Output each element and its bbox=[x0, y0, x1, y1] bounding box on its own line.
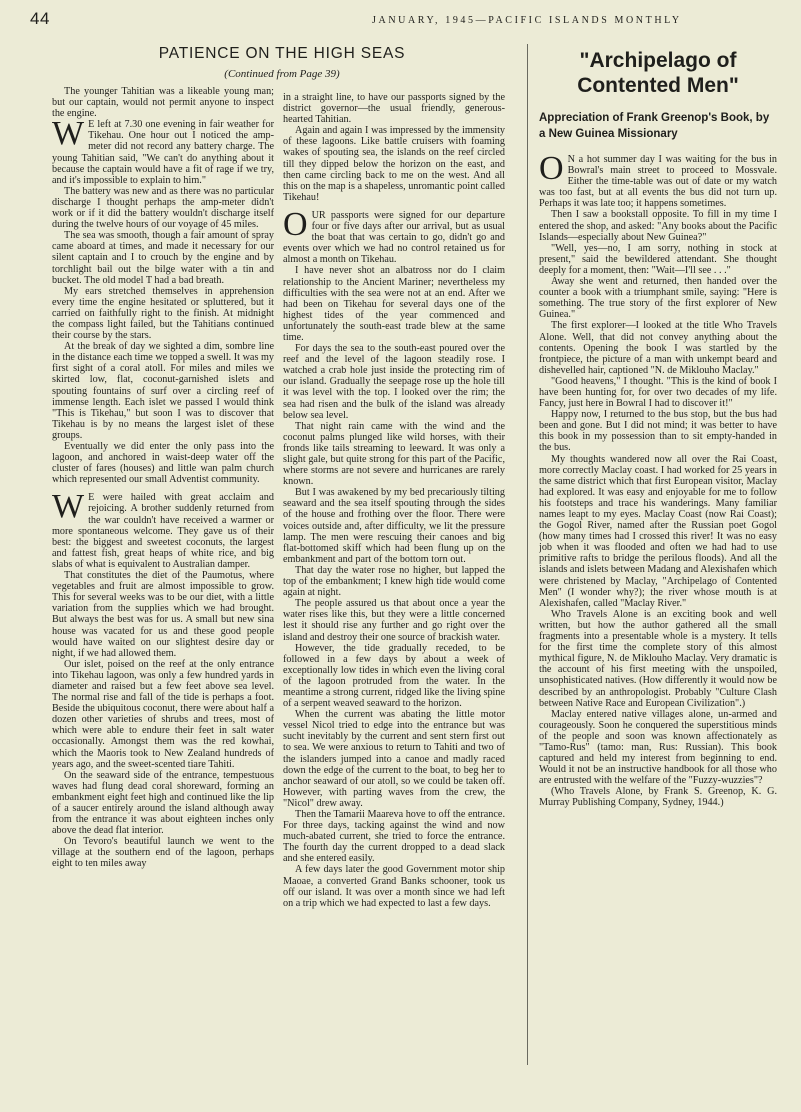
paragraph: The people assured us that about once a year the water rises like this, but they were a little concerned lest it should rise any further and go right over the island and destroy their one source of brackish water. bbox=[283, 598, 505, 643]
drop-cap: O bbox=[539, 150, 564, 187]
paragraph: The younger Tahitian was a likeable young man; but our captain, would not permit anyone to inspect the engine. bbox=[52, 86, 274, 120]
paragraph: That day the water rose no higher, but lapped the top of the embankment; I knew high tide would come again at night. bbox=[283, 564, 505, 599]
paragraph: When the current was abating the little motor vessel Nicol tried to edge into the entrance but was sucht inevitably by the current and sent stern first out to sea. We were anxious to return to Tahiti and two of the islanders jumped into a canoe and madly raced down the edge of the current to the boat, to beg her to anchor seaward of our atoll, so we could be taken off. However, with parting waves from the crew, the "Nicol" drew away. bbox=[283, 709, 505, 809]
paragraph: Maclay entered native villages alone, un-armed and courageously. Soon he conquered the superstitious minds of the people and soon was known affectionately as "Tamo-Rus" (tamo: man, Rus: Russian). This book captured and held my interest from beginning to end. Would it not be an instructive handbook for all those who are entrusted with the welfare of the "Fuzzy-wuzzies"? bbox=[539, 708, 777, 787]
column-1 bbox=[52, 44, 274, 1064]
paragraph: Happy now, I returned to the bus stop, but the bus had been and gone. But I did not mind; it was better to have this book in my possession than to sit empty-handed in the bus. bbox=[539, 409, 777, 454]
paragraph: The sea was smooth, though a fair amount of spray came aboard at times, and made it necessary for our silent captain and I to crouch by the engine and by torchlight bail out the bilge water with a tin and bucket. The old model T had a bad breath. bbox=[52, 230, 274, 286]
article-headline: PATIENCE ON THE HIGH SEAS bbox=[158, 45, 406, 62]
paragraph: I have never shot an albatross nor do I claim relationship to the Ancient Mariner; nevertheless my difficulties with the sea were not at an end. After we had been on Tikehau for several days one of the highest tides of the year commenced and unfortunately the south-east trade blew at the same time. bbox=[283, 265, 505, 343]
page-number: 44 bbox=[30, 9, 50, 28]
paragraph: That constitutes the diet of the Paumotus, where vegetables and fruit are almost impossible to grow. This for several weeks was to be our diet, with a little variation from the supplies which we had brought. But always the best was for us. A small but new sina house was vacated for us and these good people would have waited on our slightest desire day or night, if we had allowed them. bbox=[52, 570, 274, 659]
paragraph: A few days later the good Government motor ship Maoae, a converted Grand Banks schooner, took us off our island. It was over a month since we had left on a trip which we had expected to last a few days. bbox=[283, 864, 505, 909]
column-2 bbox=[283, 92, 505, 1112]
paragraph-dropcap: OUR passports were signed for our departure four or five days after our arrival, but as usual the boat that was certain to go, didn't go and events over which we had no control retained us for almost a month on Tikehau. bbox=[283, 205, 505, 266]
drop-cap: O bbox=[283, 205, 308, 243]
paragraph: "Good heavens," I thought. "This is the kind of book I have been hunting for, for over two decades of my life. Fancy, just here in Bowral I had to discover it!" bbox=[539, 375, 777, 410]
paragraph: Eventually we did enter the only pass into the lagoon, and anchored in waist-deep water off the cluster of fares (houses) and little wan palm church which represented our small Adventist community. bbox=[52, 441, 274, 486]
paragraph: The battery was new and as there was no particular discharge I thought perhaps the amp-meter didn't work or if it did the battery wouldn't discharge itself during the twelve hours of our voyage of 45 miles. bbox=[52, 185, 274, 231]
paragraph: On the seaward side of the entrance, tempestuous waves had flung dead coral shoreward, forming an embankment eight feet high and continued like the lip of a saucer entirely around the island although away from the entrance it was about eighteen inches only above the dead flat interior. bbox=[52, 769, 274, 837]
paragraph: But I was awakened by my bed precariously tilting seaward and the sea itself spouting through the sides of the house and frothing over the floor. There were voices outside and, after difficulty, we lit the pressure lamp. The men were rescuing their canoes and big flat-bottomed skiff which had been flung up on the embankment and part of the bottom torn out. bbox=[283, 487, 505, 565]
paragraph: in a straight line, to have our passports signed by the district governor—the usual friendly, generous-hearted Tahitian. bbox=[283, 92, 505, 126]
paragraph: Again and again I was impressed by the immensity of these lagoons. Like battle cruisers with foaming wakes of spouting sea, the islands on the reef circled till they dipped below the horizon on the east, and then came circling back to me on the west. And all this on the map is a shapeless, unromantic point called Tikehau! bbox=[283, 125, 505, 203]
paragraph: However, the tide gradually receded, to be followed in a few days by about a week of exceptionally low tides in which even the living coral of the lagoon protruded from the water. In the meantime a strong current, ridged like the living spine of a serpent weaved seaward to the horizon. bbox=[283, 642, 505, 710]
paragraph: Our islet, poised on the reef at the only entrance into Tikehau lagoon, was only a few hundred yards in diameter and raised but a few feet above sea level. The normal rise and fall of the tide is perhaps a foot. Beside the ubiquitous coconut, there were about half a dozen other varieties of shrubs and trees, most of which were able to endure their feet in salt water occasionally. Amongst them was the red kowhai, which the Maoris took to New Zealand hundreds of years ago, and the sweet-scented tiare Tahiti. bbox=[52, 658, 274, 770]
paragraph: "Well, yes—no, I am sorry, nothing in stock at present," said the bewildered attendant. She thought deeply for a moment, then: "Wait—I'll see . . ." bbox=[539, 242, 777, 276]
paragraph: Then the Tamarii Maareva hove to off the entrance. For three days, tacking against the wind and now much-abated current, she tried to force the entrance. The fourth day the current dropped to a dead slack and she entered easily. bbox=[283, 809, 505, 865]
paragraph-dropcap: O N a hot summer day I was waiting for the bus in Bowral's main street to proceed to Mossvale. Either the time-table was out of date or my watch was too fast, but at all events the bus did not turn up. Perhaps it was late too; it happens sometimes. bbox=[539, 150, 777, 210]
paragraph: (Who Travels Alone, by Frank S. Greenop, K. G. Murray Publishing Company, Sydney, 1944.) bbox=[539, 786, 777, 809]
paragraph: At the break of day we sighted a dim, sombre line in the distance each time we topped a swell. It was my first sight of a coral atoll. For miles and miles we skirted low, flat, coconut-garnished islets and spouting fountains of surf over a circling reef of immense length. Each islet we passed I would think "This is Tikehau," but soon I was to discover that Tikehau is by no means the largest islet of these groups. bbox=[52, 341, 274, 441]
continued-note: (Continued from Page 39) bbox=[224, 68, 340, 80]
paragraph: That night rain came with the wind and the coconut palms plunged like wild horses, with their fronds like tails streaming to leeward. It was only a slight gale, but quite strong for this part of the Pacific, where storms are not severe and hurricanes are rarely known. bbox=[283, 420, 505, 488]
running-head: JANUARY, 1945—PACIFIC ISLANDS MONTHLY bbox=[372, 15, 682, 26]
drop-cap: W bbox=[52, 115, 85, 153]
paragraph-dropcap: W E left at 7.30 one evening in fair weather for Tikehau. One hour out I noticed the amp-meter did not record any battery charge. The young Tahitian said, "We can't do anything about it because the captain would have a fit of rage if we try, and it's impossible to explain to him." bbox=[52, 115, 274, 186]
article-subtitle: Appreciation of Frank Greenop's Book, by a New Guinea Missionary bbox=[539, 112, 770, 140]
paragraph: Away she went and returned, then handed over the counter a book with a triumphant smile, saying: "Here is something. The true story of the first explorer of New Guinea." bbox=[539, 276, 777, 321]
paragraph: Then I saw a bookstall opposite. To fill in my time I entered the shop, and asked: "Any books about the Pacific Islands—especially about New Guinea?" bbox=[539, 209, 777, 243]
paragraph: My thoughts wandered now all over the Rai Coast, more correctly Maclay coast. I had worked for 25 years in the same district which that first European visitor, Maclay had explored. It was easy and enjoyable for me to follow his footsteps and trace his wanderings. Many familiar names leapt to my eyes. Maclay Coast (now Rai Coast); the Gogol River, named after the Russian poet Gogol (how many times had I crossed this river! It was no easy job when it was flooded and often we had had to use primitive rafts to bridge the perilous floods). And all the islands and islets between Madang and Alexishafen which were christened by Maclay, "Archipelago of Contented Men" (I wonder why?); the river whose mouth is at Alexishafen, called "Maclay River." bbox=[539, 453, 777, 609]
paragraph: The first explorer—I looked at the title Who Travels Alone. Well, that did not convey anything about the contents. Opening the book I was startled by the frontpiece, the picture of a man with unkempt beard and dishevelled hair, captioned "N. de Miklouho Maclay." bbox=[539, 320, 777, 376]
paragraph: My ears stretched themselves in apprehension every time the engine hesitated or spluttered, but it carried on faithfully right to the finish. At midnight the compass light failed, but the Tahitians continued their course by the stars. bbox=[52, 285, 274, 342]
paragraph: Who Travels Alone is an exciting book and well written, but how the author gathered all the small fragments into a presentable whole is a mystery. It tells for the first time the complete story of this almost mythical figure, N. de Miklouho Maclay. Very dramatic is the account of his first meeting with the unspoiled, unsophisticated natives. (How differently it would now be described by an anthropologist. Probably "Culture Clash between Native Race and European Civilization".) bbox=[539, 608, 777, 709]
paragraph: On Tevoro's beautiful launch we went to the village at the southern end of the lagoon, perhaps eight to ten miles away bbox=[52, 836, 274, 870]
paragraph: For days the sea to the south-east poured over the reef and the level of the lagoon steadily rose. I watched a crab hole just inside the protecting rim of our island. Gradually the seepage rose up the hole till it was level with the top. I looked over the rim; the sea had risen and the bulk of the island was already below sea level. bbox=[283, 343, 505, 421]
article-title: "Archipelago of Contented Men" bbox=[577, 49, 739, 97]
column-rule bbox=[527, 44, 528, 1065]
drop-cap: W bbox=[52, 488, 85, 526]
column-3 bbox=[539, 44, 777, 1064]
paragraph-dropcap: W E were hailed with great acclaim and rejoicing. A brother suddenly returned from the war couldn't have received a warmer or more spontaneous welcome. They gave us of their best: the biggest and sweetest coconuts, the largest and fattest fish, great heaps of white rice, and big slabs of what is equivalent to Australian damper. bbox=[52, 488, 274, 570]
